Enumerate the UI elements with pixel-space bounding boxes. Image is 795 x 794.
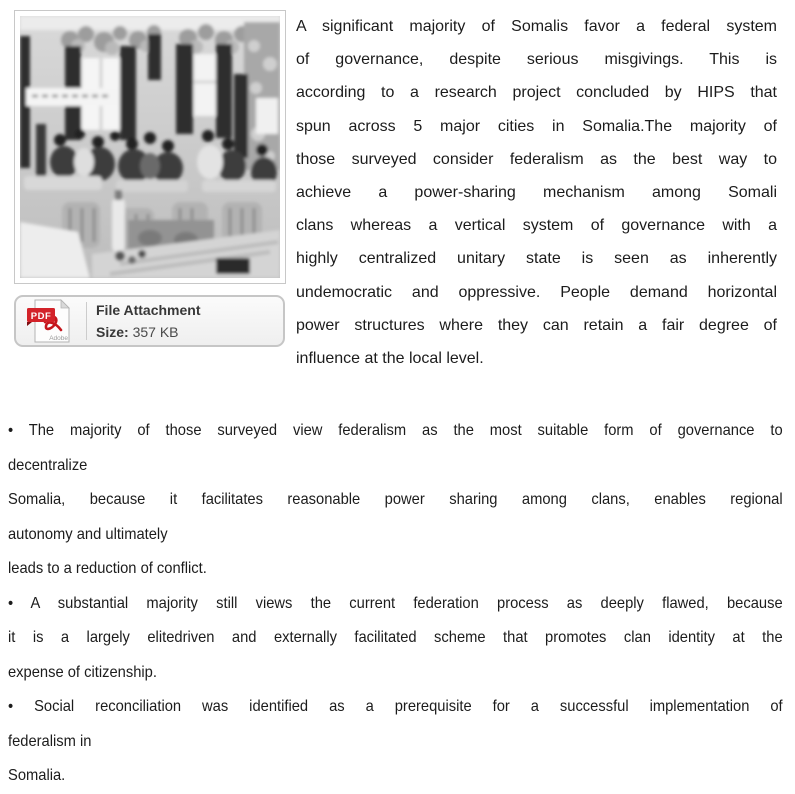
article-top-section [0, 0, 795, 375]
intro-line: according to a research project concluded by HIPS that [296, 84, 777, 102]
intro-line: achieve a power-sharing mechanism among Somali [296, 184, 777, 202]
bullet-line: Somalia. [8, 767, 66, 785]
bullet-line: • Social reconciliation was identified as a prerequisite for a successful implementation of [8, 698, 783, 716]
bullet-line: federalism in [8, 732, 92, 750]
media-column [14, 10, 287, 347]
intro-line: A significant majority of Somalis favor a federal system [296, 18, 777, 35]
attachment-title: File Attachment [96, 302, 201, 318]
attachment-size-label: Size: [96, 324, 129, 340]
pdf-badge-label: PDF [30, 311, 52, 322]
attachment-size [96, 321, 201, 343]
bullet-line: • A substantial majority still views the current federation process as deeply flawed, because [8, 594, 783, 612]
intro-line: power structures where they can retain a fair degree of [296, 316, 777, 334]
intro-paragraph [296, 10, 777, 375]
bullet-line: it is a largely elitedriven and externally facilitated scheme that promotes clan identity at the [8, 629, 783, 647]
attachment-size-value: 357 KB [132, 324, 179, 340]
intro-line: influence at the local level. [296, 350, 484, 368]
bullet-line: decentralize [8, 456, 88, 474]
adobe-wordmark: Adobe [49, 335, 68, 342]
bullet-line: autonomy and ultimately [8, 525, 168, 543]
file-attachment-card[interactable] [14, 295, 285, 347]
intro-line: spun across 5 major cities in Somalia.The majority of [296, 117, 777, 135]
bullet-line: expense of citizenship. [8, 663, 157, 681]
meeting-room-photo-image [20, 16, 280, 278]
bullet-line: Somalia, because it facilitates reasonable power sharing among clans, enables regional [8, 491, 783, 509]
intro-line: of governance, despite serious misgivings. This is [296, 51, 777, 69]
intro-line: highly centralized unitary state is seen as inherently [296, 250, 777, 268]
bullet-line: • The majority of those surveyed view federalism as the most suitable form of governance to [8, 422, 783, 440]
intro-line: undemocratic and oppressive. People demand horizontal [296, 283, 777, 301]
article-photo [14, 10, 286, 284]
key-findings-bullets [8, 414, 783, 794]
bullet-line: leads to a reduction of conflict. [8, 560, 207, 578]
intro-line: clans whereas a vertical system of governance with a [296, 217, 777, 235]
pdf-file-icon[interactable] [25, 298, 75, 344]
intro-line: those surveyed consider federalism as the best way to [296, 150, 777, 168]
